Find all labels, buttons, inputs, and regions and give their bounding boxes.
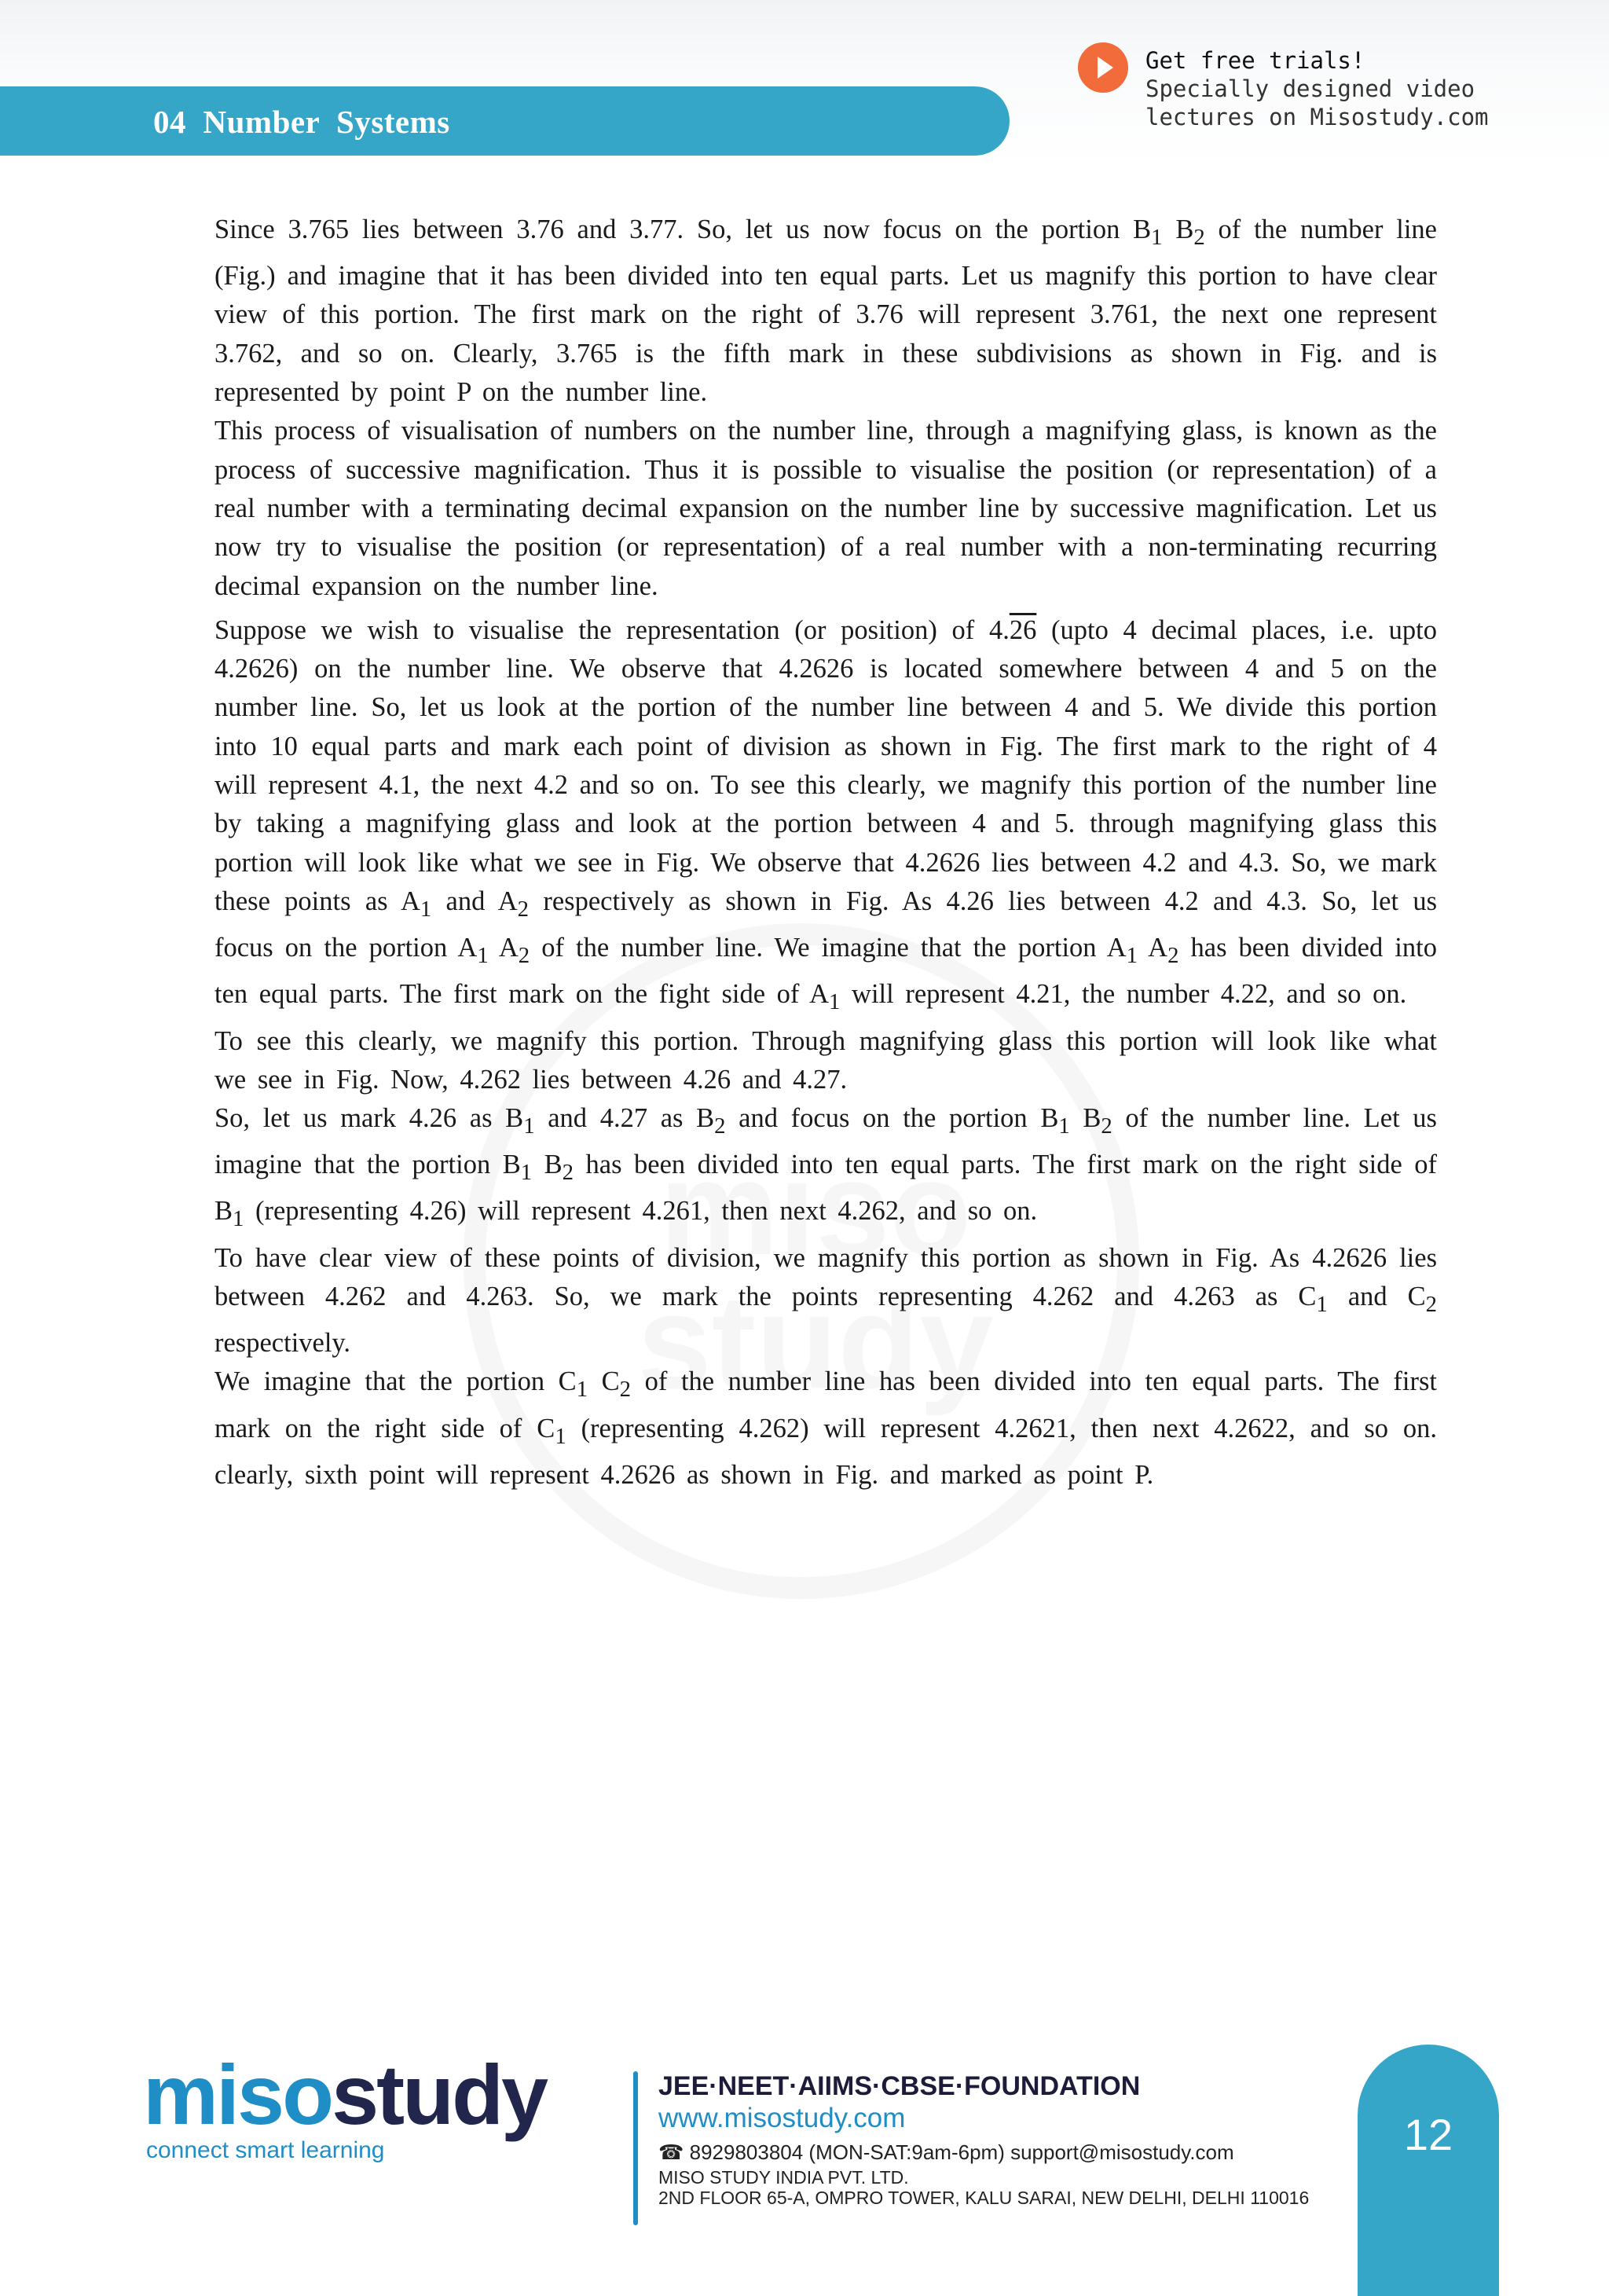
document-body [214, 211, 1437, 1495]
paragraph: Since 3.765 lies between 3.76 and 3.77. So, let us now focus on the portion $B_1$ $B_2$ of the number line (Fig.) and imagine that it has been divided into ten equal parts. Let us magnify this portion to have clear view of this portion. The first mark on the right of 3.76 will represent 3.761, the next one represent 3.762, and so on. Clearly, 3.765 is the fifth mark in these subdivisions as shown in Fig. and is represented by point P on the number line. [214, 215, 1437, 408]
chapter-title: 04 Number Systems [153, 104, 450, 140]
logo-wordmark: misostudy [143, 2047, 547, 2142]
footer-divider [633, 2071, 638, 2225]
contact-line: ☎ 8929803804 (MON-SAT:9am-6pm) support@misostudy.com [658, 2140, 1234, 2164]
paragraph: To have clear view of these points of division, we magnify this portion as shown in Fig. As 4.2626 lies between 4.262 and 4.263. So, we mark the points representing 4.262 and 4.263 as $C_1$ and $C_2$ respectively. [214, 1242, 1438, 1359]
courses-line: JEE·NEET·AIIMS·CBSE·FOUNDATION [658, 2071, 1141, 2101]
paragraph: This process of visualisation of numbers on the number line, through a magnifying glass, is known as the process of successive magnification. Thus it is possible to visualise the position (or representation) of a real number with a terminating decimal expansion on the number line by successive magnification. Let us now try to visualise the position (or representation) of a real number with a non-terminating recurring decimal expansion on the number line. [214, 416, 1437, 601]
recurring-decimal: 4.26 [988, 614, 1037, 645]
promo-block[interactable] [1078, 42, 1581, 145]
promo-line: lectures on Misostudy.com [1145, 104, 1489, 130]
paragraph: To see this clearly, we magnify this portion. Through magnifying glass this portion will look like what we see in Fig. Now, 4.262 lies between 4.26 and 4.27. [214, 1025, 1437, 1095]
company-address: 2ND FLOOR 65-A, OMPRO TOWER, KALU SARAI, NEW DELHI, DELHI 110016 [658, 2188, 1310, 2208]
paragraph: So, let us mark 4.26 as $B_1$ and 4.27 as $B_2$ and focus on the portion $B_1$ $B_2$ of the number line. Let us imagine that the portion $B_1$ $B_2$ has been divided into ten equal parts. The first mark on the right side of $B_1$ (representing 4.26) will represent 4.261, then next 4.262, and so on. [214, 1103, 1438, 1232]
promo-line: Specially designed video [1145, 75, 1475, 102]
play-icon[interactable] [1078, 42, 1128, 93]
page-number: 12 [1403, 2110, 1453, 2159]
misostudy-logo[interactable] [143, 2047, 614, 2163]
page-number-tab [1358, 2045, 1499, 2296]
logo-tagline: connect smart learning [146, 2137, 385, 2163]
chapter-banner [0, 86, 1010, 156]
paragraph: Suppose we wish to visualise the representation (or position) of 4.26 (upto 4 decimal places, i.e. upto 4.2626) on the number line. We observe that 4.2626 is located somewhere between 4 and 5 on the number line. So, let us look at the portion of the number line between 4 and 5. We divide this portion into 10 equal parts and mark each point of division as shown in Fig. The first mark to the right of 4 will represent 4.1, the next 4.2 and so on. To see this clearly, we magnify this portion of the number line by taking a magnifying glass and look at the portion between 4 and 5. through magnifying glass this portion will look like what we see in Fig. We observe that 4.2626 lies between 4.2 and 4.3. So, we mark these points as $A_1$ and $A_2$ respectively as shown in Fig. As 4.26 lies between 4.2 and 4.3. So, let us focus on the portion $A_1$ $A_2$ of the number line. We imagine that the portion $A_1$ $A_2$ has been divided into ten equal parts. The first mark on the fight side of $A_1$ will represent 4.21, the number 4.22, and so on. [214, 614, 1438, 1015]
paragraph: We imagine that the portion $C_1$ $C_2$ of the number line has been divided into ten equal parts. The first mark on the right side of $C_1$ (representing 4.262) will represent 4.2621, then next 4.2622, and so on. clearly, sixth point will represent 4.2626 as shown in Fig. and marked as point P. [214, 1366, 1437, 1490]
website-link[interactable]: www.misostudy.com [658, 2103, 906, 2133]
promo-headline: Get free trials! [1145, 47, 1365, 74]
company-name: MISO STUDY INDIA PVT. LTD. [658, 2167, 909, 2188]
